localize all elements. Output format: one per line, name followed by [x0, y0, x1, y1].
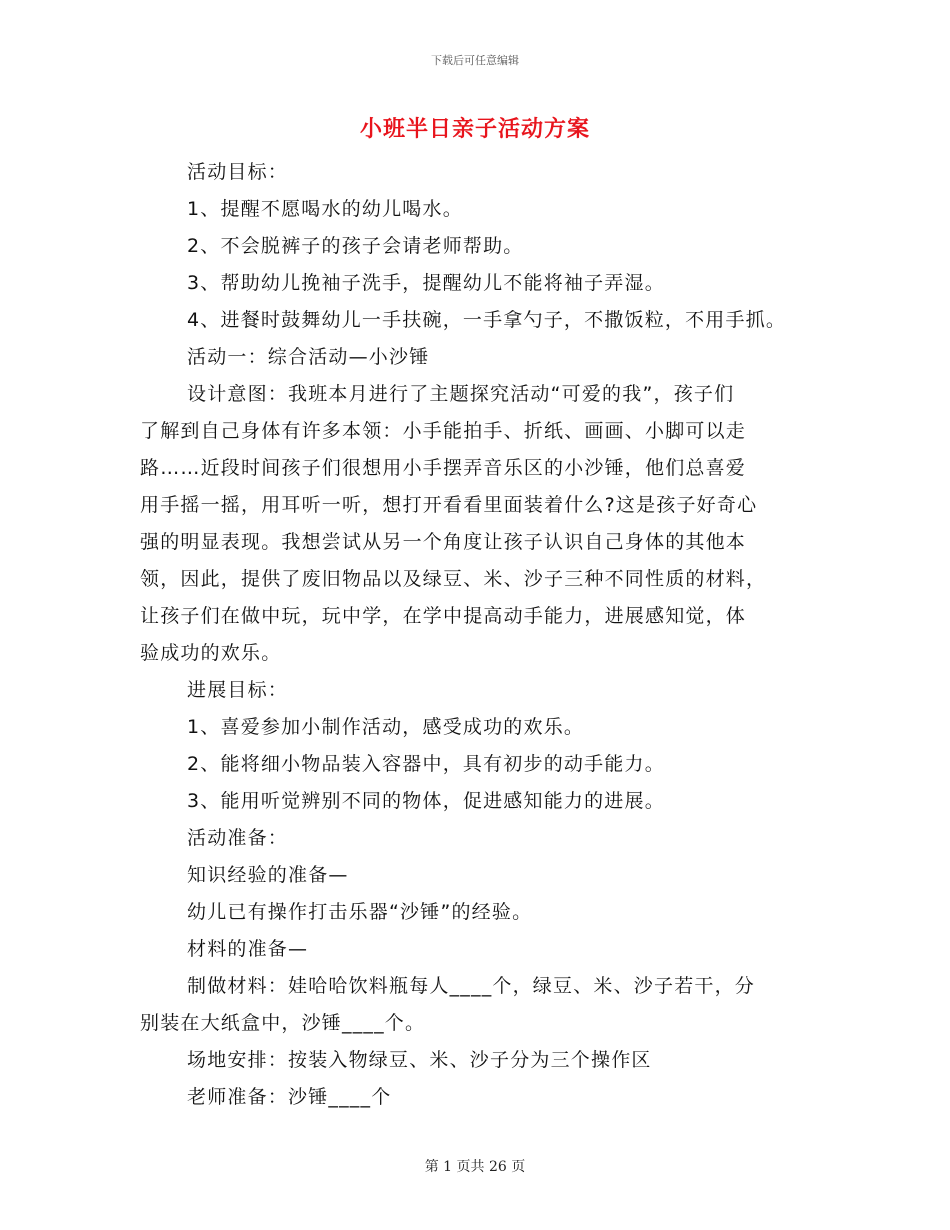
body-line: 设计意图：我班本月进行了主题探究活动“可爱的我”，孩子们 — [187, 383, 735, 405]
body-line: 活动准备： — [187, 827, 289, 849]
body-line: 验成功的欢乐。 — [140, 642, 282, 664]
body-line: 知识经验的准备— — [187, 864, 349, 886]
body-line: 路……近段时间孩子们很想用小手摆弄音乐区的小沙锤，他们总喜爱 — [140, 457, 747, 479]
body-line: 老师准备：沙锤____个 — [187, 1086, 392, 1108]
body-line: 领，因此，提供了废旧物品以及绿豆、米、沙子三种不同性质的材料， — [140, 568, 767, 590]
body-line: 2、不会脱裤子的孩子会请老师帮助。 — [187, 235, 524, 257]
body-line: 场地安排：按装入物绿豆、米、沙子分为三个操作区 — [187, 1049, 652, 1071]
body-line: 1、喜爱参加小制作活动，感受成功的欢乐。 — [187, 716, 585, 738]
body-line: 活动目标： — [187, 161, 289, 183]
document-body — [140, 154, 830, 1116]
body-line: 强的明显表现。我想尝试从另一个角度让孩子认识自己身体的其他本 — [140, 531, 747, 553]
body-line: 让孩子们在做中玩，玩中学，在学中提高动手能力，进展感知觉，体 — [140, 605, 747, 627]
body-line: 了解到自己身体有许多本领：小手能拍手、折纸、画画、小脚可以走 — [140, 420, 747, 442]
body-line: 2、能将细小物品装入容器中，具有初步的动手能力。 — [187, 753, 665, 775]
body-line: 别装在大纸盒中，沙锤____个。 — [140, 1012, 426, 1034]
body-line: 用手摇一摇，用耳听一听，想打开看看里面装着什么?这是孩子好奇心 — [140, 494, 758, 516]
page-footer: 第 1 页共 26 页 — [424, 1159, 526, 1175]
body-line: 材料的准备— — [187, 938, 309, 960]
page-header-note: 下载后可任意编辑 — [431, 54, 519, 67]
body-line: 幼儿已有操作打击乐器“沙锤”的经验。 — [187, 901, 533, 923]
body-line: 1、提醒不愿喝水的幼儿喝水。 — [187, 198, 463, 220]
body-line: 4、进餐时鼓舞幼儿一手扶碗，一手拿勺子，不撒饭粒，不用手抓。 — [187, 309, 787, 331]
body-line: 进展目标： — [187, 679, 289, 701]
body-line: 活动一：综合活动—小沙锤 — [187, 346, 430, 368]
body-line: 3、帮助幼儿挽袖子洗手，提醒幼儿不能将袖子弄湿。 — [187, 272, 665, 294]
body-line: 制做材料：娃哈哈饮料瓶每人____个，绿豆、米、沙子若干，分 — [187, 975, 756, 997]
body-line: 3、能用听觉辨别不同的物体，促进感知能力的进展。 — [187, 790, 665, 812]
document-title: 小班半日亲子活动方案 — [359, 117, 590, 142]
